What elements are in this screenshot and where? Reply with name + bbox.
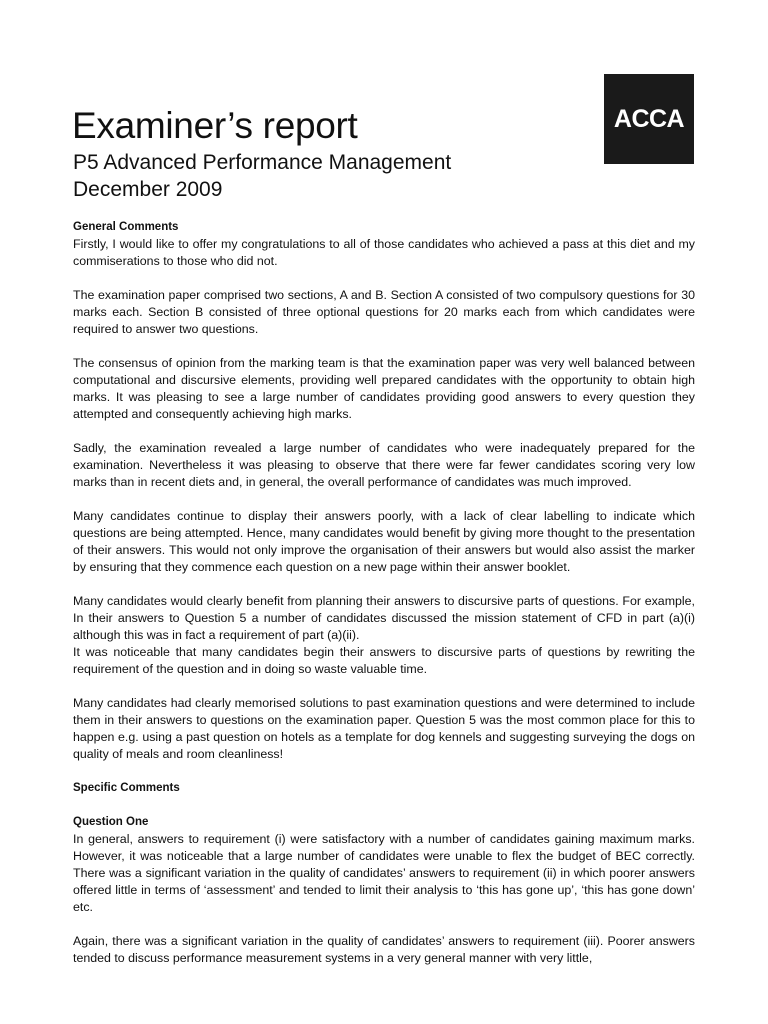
- general-paragraph-1: Firstly, I would like to offer my congratulations to all of those candidates who achieved a pass at this diet and my commiserations to those who did not.: [73, 237, 695, 268]
- question-one-paragraph-1: In general, answers to requirement (i) were satisfactory with a number of candidates gaining maximum marks. However, it was noticeable that a large number of candidates were unable to flex the budget of BEC correctly. There was a significant variation in the quality of candidates’ answers to requirement (ii) in which poorer answers offered little in terms of ‘assessment’ and tended to limit their analysis to ‘this has gone up’, ‘this has gone down’ etc.: [73, 832, 695, 914]
- acca-logo: [604, 74, 694, 164]
- report-title: Examiner’s report: [72, 105, 358, 146]
- general-paragraph-7: It was noticeable that many candidates begin their answers to discursive parts of questions by rewriting the requirement of the question and in doing so waste valuable time.: [73, 645, 695, 676]
- general-comments-heading: General Comments: [73, 221, 179, 233]
- general-paragraph-6: Many candidates would clearly benefit from planning their answers to discursive parts of questions. For example, In their answers to Question 5 a number of candidates discussed the mission statement of CFD in part (a)(i) although this was in fact a requirement of part (a)(ii).: [73, 594, 695, 642]
- specific-comments-heading: Specific Comments: [73, 782, 180, 794]
- report-subtitle: P5 Advanced Performance Management: [73, 151, 452, 174]
- question-one-paragraph-2: Again, there was a significant variation in the quality of candidates’ answers to requirement (iii). Poorer answers tended to discuss performance measurement systems in a very general manner with very little,: [73, 934, 695, 965]
- general-paragraph-4: Sadly, the examination revealed a large number of candidates who were inadequately prepared for the examination. Nevertheless it was pleasing to observe that there were far fewer candidates scoring very low marks than in recent diets and, in general, the overall performance of candidates was much improved.: [73, 441, 695, 489]
- general-paragraph-2: The examination paper comprised two sections, A and B. Section A consisted of two compulsory questions for 30 marks each. Section B consisted of three optional questions for 20 marks each from which candidates were required to answer two questions.: [73, 288, 695, 336]
- report-date: December 2009: [73, 178, 223, 201]
- general-paragraph-3: The consensus of opinion from the marking team is that the examination paper was very well balanced between computational and discursive elements, providing well prepared candidates with the opportunity to obtain high marks. It was pleasing to see a large number of candidates providing good answers to every question they attempted and consequently achieving high marks.: [73, 356, 695, 421]
- report-body: [73, 219, 695, 967]
- general-paragraph-5: Many candidates continue to display their answers poorly, with a lack of clear labelling to indicate which questions are being attempted. Hence, many candidates would benefit by giving more thought to the presentation of their answers. This would not only improve the organisation of their answers but would also assist the marker by ensuring that they commence each question on a new page within their answer booklet.: [73, 509, 695, 574]
- logo-text: ACCA: [613, 104, 685, 133]
- general-paragraph-8: Many candidates had clearly memorised solutions to past examination questions and were determined to include them in their answers to questions on the examination paper. Question 5 was the most common place for this to happen e.g. using a past question on hotels as a template for dog kennels and suggesting surveying the dogs on quality of meals and room cleanliness!: [73, 696, 695, 761]
- question-one-heading: Question One: [73, 816, 149, 828]
